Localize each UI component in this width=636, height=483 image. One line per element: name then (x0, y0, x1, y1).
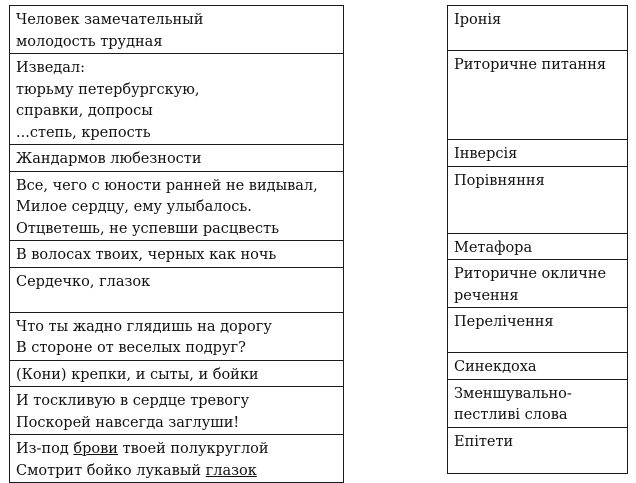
table-row (448, 427, 628, 473)
phrase-line: молодость трудная (16, 33, 163, 50)
table-row (448, 140, 628, 167)
term-line: Іронія (454, 12, 502, 28)
phrase-line: справки, допросы (16, 103, 153, 119)
table-row (448, 379, 628, 427)
term-cell (448, 260, 628, 308)
term-line: Зменшувально- (454, 385, 572, 402)
table-row (10, 267, 344, 312)
phrase-line: В стороне от веселых подруг? (16, 340, 246, 356)
term-line: пестливі слова (454, 407, 568, 423)
phrase-line: Что ты жадно глядишь на дорогу (16, 318, 272, 335)
table-row (10, 360, 344, 387)
term-cell (448, 427, 628, 473)
phrase-cell (10, 360, 344, 387)
phrase-line (16, 439, 337, 461)
phrases-table (9, 5, 344, 483)
table-row (448, 353, 628, 380)
phrase-cell (10, 387, 344, 435)
table-row (448, 6, 628, 51)
term-cell (448, 140, 628, 167)
phrase-line: Жандармов любезности (16, 151, 202, 167)
table-row (448, 51, 628, 140)
table-row (10, 435, 344, 483)
term-cell (448, 51, 628, 140)
term-cell (448, 379, 628, 427)
phrase-cell (10, 435, 344, 483)
term-cell (448, 233, 628, 260)
table-row (10, 145, 344, 172)
table-row (10, 6, 344, 54)
phrase-line: Сердечко, глазок (16, 273, 151, 290)
terms-table (447, 5, 628, 474)
line-text: Смотрит бойко лукавый (16, 462, 206, 479)
phrase-line: И тоскливую в сердце тревогу (16, 393, 250, 409)
phrase-cell (10, 267, 344, 312)
phrase-line: Все, чего с юности ранней не видывал, (16, 177, 318, 194)
phrase-line: Поскорей навсегда заглуши! (16, 414, 240, 431)
term-cell (448, 308, 628, 353)
phrase-line: Милое сердцу, ему улыбалось. (16, 199, 252, 215)
term-cell (448, 353, 628, 380)
phrase-cell (10, 6, 344, 54)
phrase-cell (10, 145, 344, 172)
phrase-cell (10, 54, 344, 145)
phrase-line: Изведал: (16, 60, 85, 76)
table-row (10, 54, 344, 145)
phrase-cell (10, 241, 344, 268)
term-line: речення (454, 287, 519, 304)
line-text: твоей полукруглой (117, 441, 269, 457)
phrase-line: В волосах твоих, черных как ночь (16, 247, 277, 263)
term-line: Епітети (454, 433, 514, 450)
line-text: Из-под (16, 441, 74, 457)
term-cell (448, 6, 628, 51)
term-line: Синекдоха (454, 359, 537, 375)
phrase-line: Отцветешь, не успевши расцвесть (16, 220, 279, 237)
table-row (448, 308, 628, 353)
table-row (10, 171, 344, 241)
table-row (448, 166, 628, 233)
table-row (448, 260, 628, 308)
underlined-word: брови (73, 441, 118, 457)
term-cell (448, 166, 628, 233)
table-row (10, 241, 344, 268)
term-line: Метафора (454, 239, 533, 256)
term-line: Риторичне окличне (454, 266, 607, 282)
phrase-line: ...степь, крепость (16, 124, 151, 141)
table-row (10, 387, 344, 435)
phrase-cell (10, 171, 344, 241)
term-line: Перелічення (454, 314, 554, 330)
table-row (448, 233, 628, 260)
table-row (10, 312, 344, 360)
term-line: Порівняння (454, 172, 545, 189)
phrase-line: Человек замечательный (16, 12, 204, 28)
phrase-line: (Кони) крепки, и сыты, и бойки (16, 366, 259, 383)
term-line: Риторичне питання (454, 57, 607, 73)
phrase-line: тюрьму петербургскую, (16, 81, 200, 98)
underlined-word: глазок (205, 462, 257, 479)
phrase-cell (10, 312, 344, 360)
term-line: Інверсія (454, 146, 518, 162)
